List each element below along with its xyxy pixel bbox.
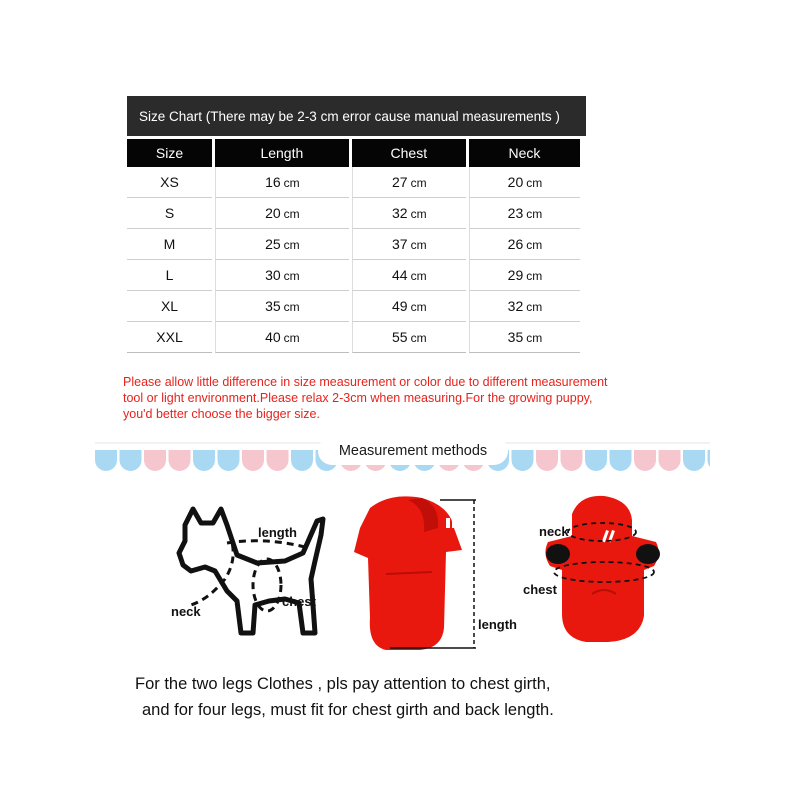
dog-neck-label: neck xyxy=(171,604,201,619)
table-header-row xyxy=(127,139,580,167)
size-note-line-1: Please allow little difference in size measurement or color due to different measurement xyxy=(123,375,608,389)
scallop-segment xyxy=(193,450,215,471)
size-cell-value: XXL xyxy=(156,329,183,345)
scallop-segment xyxy=(708,450,711,471)
chest-cell-unit: cm xyxy=(410,300,427,314)
neck-cell xyxy=(469,291,580,322)
table-row xyxy=(127,322,580,353)
scallop-segment xyxy=(561,450,583,471)
hoodie-neck-label: neck xyxy=(539,524,569,539)
length-cell-unit: cm xyxy=(283,331,300,345)
length-cell-unit: cm xyxy=(283,269,300,283)
neck-cell-unit: cm xyxy=(526,238,543,252)
length-cell xyxy=(215,229,349,260)
length-cell-unit: cm xyxy=(283,176,300,190)
chest-cell xyxy=(352,260,466,291)
header-chest: Chest xyxy=(352,139,466,167)
chest-cell-unit: cm xyxy=(410,331,427,345)
size-note xyxy=(123,374,683,422)
chest-cell-unit: cm xyxy=(410,269,427,283)
chest-cell xyxy=(352,322,466,353)
scallop-segment xyxy=(144,450,166,471)
header-size: Size xyxy=(127,139,212,167)
size-chart-title-text: Size Chart (There may be 2-3 cm error cause manual measurements ) xyxy=(139,108,560,124)
size-chart-title xyxy=(127,96,586,136)
chest-cell-value: 44 xyxy=(392,267,408,283)
table-row xyxy=(127,167,580,198)
table-row xyxy=(127,229,580,260)
chest-cell xyxy=(352,229,466,260)
dog-length-guide xyxy=(227,541,305,547)
size-cell xyxy=(127,322,212,353)
neck-cell-unit: cm xyxy=(526,269,543,283)
dog-outline-diagram xyxy=(165,495,340,655)
size-cell xyxy=(127,167,212,198)
hoodie-chest-label: chest xyxy=(523,582,557,597)
size-note-line-2: tool or light environment.Please relax 2-3cm when measuring.For the growing puppy, xyxy=(123,391,593,405)
length-cell-value: 20 xyxy=(265,205,281,221)
size-chart-table xyxy=(124,139,583,353)
length-cell-unit: cm xyxy=(283,300,300,314)
scallop-segment xyxy=(169,450,191,471)
neck-cell xyxy=(469,198,580,229)
scallop-segment xyxy=(218,450,240,471)
bottom-instructions-line-1: For the two legs Clothes , pls pay attention to chest girth, xyxy=(135,675,551,693)
scallop-segment xyxy=(585,450,607,471)
size-cell xyxy=(127,291,212,322)
chest-cell-value: 37 xyxy=(392,236,408,252)
length-cell xyxy=(215,291,349,322)
header-length: Length xyxy=(215,139,349,167)
size-cell xyxy=(127,260,212,291)
scallop-segment xyxy=(95,450,117,471)
length-cell-value: 35 xyxy=(265,298,281,314)
neck-cell xyxy=(469,322,580,353)
length-cell-unit: cm xyxy=(283,207,300,221)
chest-cell-value: 55 xyxy=(392,329,408,345)
hoodie-side-shape xyxy=(354,496,462,650)
scallop-segment xyxy=(536,450,558,471)
scallop-segment xyxy=(610,450,632,471)
hoodie-side-view xyxy=(350,488,480,658)
length-cell-value: 30 xyxy=(265,267,281,283)
measurement-methods-text: Measurement methods xyxy=(338,443,488,459)
length-cell xyxy=(215,322,349,353)
size-cell-value: S xyxy=(164,205,175,221)
scallop-segment xyxy=(512,450,534,471)
neck-cell-unit: cm xyxy=(526,300,543,314)
size-cell-value: L xyxy=(165,267,174,283)
hoodie-front-shape xyxy=(545,496,660,642)
dog-length-label: length xyxy=(258,525,297,540)
header-neck: Neck xyxy=(469,139,580,167)
table-row xyxy=(127,260,580,291)
neck-cell xyxy=(469,167,580,198)
neck-cell-unit: cm xyxy=(526,176,543,190)
length-cell xyxy=(215,167,349,198)
size-cell xyxy=(127,198,212,229)
chest-cell-value: 32 xyxy=(392,205,408,221)
neck-cell xyxy=(469,260,580,291)
neck-cell-value: 29 xyxy=(507,267,524,283)
neck-cell-unit: cm xyxy=(526,331,543,345)
table-row xyxy=(127,198,580,229)
neck-cell-value: 20 xyxy=(507,174,524,190)
neck-cell-value: 35 xyxy=(507,329,524,345)
scallop-segment xyxy=(634,450,656,471)
neck-cell xyxy=(469,229,580,260)
chest-cell-unit: cm xyxy=(410,207,427,221)
chest-cell-unit: cm xyxy=(410,238,427,252)
length-cell xyxy=(215,198,349,229)
table-row xyxy=(127,291,580,322)
length-cell xyxy=(215,260,349,291)
neck-cell-unit: cm xyxy=(526,207,543,221)
scallop-segment xyxy=(242,450,264,471)
hoodie-front-view xyxy=(520,490,670,650)
size-cell-value: M xyxy=(163,236,176,252)
scallop-segment xyxy=(120,450,142,471)
length-cell-value: 16 xyxy=(265,174,281,190)
length-cell-value: 40 xyxy=(265,329,281,345)
chest-cell-unit: cm xyxy=(410,176,427,190)
chest-cell xyxy=(352,167,466,198)
bottom-instructions xyxy=(135,671,615,723)
length-cell-unit: cm xyxy=(283,238,300,252)
measurement-methods-heading xyxy=(318,437,508,465)
scallop-segment xyxy=(659,450,681,471)
length-cell-value: 25 xyxy=(265,236,281,252)
neck-cell-value: 23 xyxy=(507,205,524,221)
scallop-segment xyxy=(267,450,289,471)
chest-cell xyxy=(352,198,466,229)
size-note-line-3: you'd better choose the bigger size. xyxy=(123,407,320,421)
bottom-instructions-line-2: and for four legs, must fit for chest girth and back length. xyxy=(142,701,554,719)
scallop-segment xyxy=(291,450,313,471)
size-cell-value: XS xyxy=(160,174,179,190)
scallop-segment xyxy=(683,450,705,471)
size-cell xyxy=(127,229,212,260)
size-cell-value: XL xyxy=(160,298,179,314)
neck-cell-value: 26 xyxy=(507,236,524,252)
neck-cell-value: 32 xyxy=(507,298,524,314)
chest-cell-value: 49 xyxy=(392,298,408,314)
chest-cell-value: 27 xyxy=(392,174,408,190)
dog-chest-label: chest xyxy=(282,594,316,609)
hoodie-length-label: length xyxy=(478,617,517,632)
chest-cell xyxy=(352,291,466,322)
